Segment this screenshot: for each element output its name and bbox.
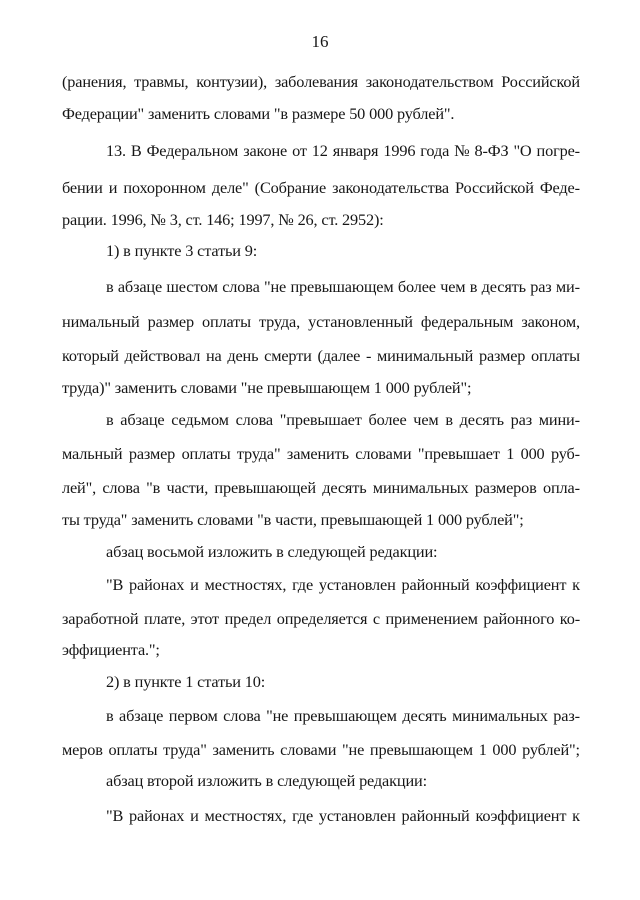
word: "превышает	[417, 444, 500, 463]
word: раз-	[553, 706, 580, 725]
word: В	[130, 141, 142, 160]
word: слова	[102, 478, 140, 497]
word: труда,	[258, 312, 301, 331]
word: районного	[483, 609, 555, 628]
text-line: ты труда" заменить словами "в части, превышающей 1 000 рублей";	[62, 510, 524, 529]
word: словами	[355, 444, 412, 463]
word: установлен	[318, 806, 396, 825]
word: размеров	[474, 478, 537, 497]
word: более	[397, 277, 436, 296]
word: который	[62, 346, 119, 365]
word: предел	[224, 609, 272, 628]
word: шестом	[166, 277, 218, 296]
word: смерти	[264, 346, 312, 365]
word: 000	[520, 444, 545, 463]
word: десять	[459, 410, 504, 429]
word: (ранения,	[62, 72, 127, 91]
word: заболевания	[274, 72, 358, 91]
word: в	[106, 706, 114, 725]
word: где	[292, 575, 314, 594]
word: -	[365, 346, 372, 365]
text-line: Федерации" заменить словами "в размере 50 000 рублей".	[62, 104, 455, 123]
word: определяется	[276, 609, 368, 628]
word: размер	[128, 444, 176, 463]
word: коэффициент	[475, 575, 567, 594]
word: от	[292, 141, 307, 160]
word: заменить	[212, 740, 275, 759]
word: федеральным	[420, 312, 514, 331]
word: размер	[478, 346, 526, 365]
word: минимальный	[376, 346, 474, 365]
text-line: эффициента.";	[62, 640, 160, 659]
word: установленный	[308, 312, 413, 331]
word: законодательством	[365, 72, 494, 91]
word: абзаце	[120, 410, 165, 429]
word: раз	[530, 277, 552, 296]
word: превышающей	[214, 478, 316, 497]
text-line	[106, 277, 580, 297]
word: местностях,	[204, 806, 287, 825]
text-line	[62, 478, 580, 498]
word: десять	[322, 478, 367, 497]
word: труда"	[236, 444, 281, 463]
word: "не	[264, 277, 287, 296]
word: чем	[440, 277, 466, 296]
word: января	[332, 141, 379, 160]
word: 1996	[383, 141, 416, 160]
word: "В	[106, 575, 124, 594]
word: десять	[481, 277, 526, 296]
word: день	[227, 346, 259, 365]
word: 12	[311, 141, 328, 160]
word: местностях,	[204, 575, 287, 594]
word: и	[190, 575, 199, 594]
word: законом,	[521, 312, 580, 331]
word: размер	[147, 312, 194, 331]
word: Феде-	[539, 178, 580, 197]
text-line: труда)" заменить словами "не превышающем 1 000 рублей";	[62, 378, 472, 397]
word: действовал	[124, 346, 201, 365]
text-line: абзац восьмой изложить в следующей редакции:	[106, 542, 438, 561]
page-number: 16	[311, 32, 329, 51]
word: районах	[129, 806, 185, 825]
word: 8-ФЗ	[474, 141, 509, 160]
word: Российской	[501, 72, 580, 91]
word: коэффициент	[475, 806, 567, 825]
word: седьмом	[171, 410, 229, 429]
word: слова	[235, 410, 274, 429]
word: первом	[168, 706, 218, 725]
word: части,	[166, 478, 209, 497]
word: в	[106, 277, 114, 296]
word: лей",	[62, 478, 97, 497]
word: оплаты	[531, 346, 580, 365]
word: оплаты	[108, 740, 158, 759]
word: "В	[106, 806, 124, 825]
word: Федеральном	[146, 141, 239, 160]
word: в	[445, 410, 453, 429]
word: рублей";	[522, 740, 580, 759]
word: районный	[401, 806, 470, 825]
word: абзаце	[119, 706, 164, 725]
word: травмы,	[134, 72, 189, 91]
word: "не	[266, 706, 289, 725]
word: мини-	[538, 410, 580, 429]
word: минимальных	[452, 706, 548, 725]
word: похоронном	[123, 178, 206, 197]
word: районный	[401, 575, 470, 594]
word: плате,	[143, 609, 186, 628]
word: превышающем	[290, 277, 394, 296]
text-line: рации. 1996, № 3, ст. 146; 1997, № 26, ст. 2952):	[62, 210, 384, 229]
text-line: 1) в пункте 3 статьи 9:	[106, 241, 258, 260]
word: превышающем	[369, 740, 473, 759]
text-line	[62, 609, 580, 629]
word: года	[420, 141, 450, 160]
word: десять	[402, 706, 447, 725]
word: "в	[146, 478, 161, 497]
word: раз	[510, 410, 532, 429]
word: 1	[506, 444, 515, 463]
word: с	[372, 609, 380, 628]
word: слова	[223, 706, 261, 725]
word: районах	[129, 575, 185, 594]
word: №	[454, 141, 470, 160]
word: погре-	[536, 141, 580, 160]
word: на	[205, 346, 222, 365]
word: меров	[62, 740, 103, 759]
word: к	[572, 575, 580, 594]
text-line	[62, 178, 580, 198]
word: контузии),	[196, 72, 268, 91]
text-line	[106, 141, 580, 161]
word: 1	[478, 740, 487, 759]
word: (Собрание	[254, 178, 327, 197]
word: опла-	[543, 478, 580, 497]
word: абзаце	[117, 277, 163, 296]
word: "не	[342, 740, 365, 759]
text-line: 2) в пункте 1 статьи 10:	[106, 672, 266, 691]
text-line	[62, 346, 580, 366]
word: ко-	[559, 609, 580, 628]
text-line: абзац второй изложить в следующей редакции:	[106, 771, 427, 790]
word: превышающем	[293, 706, 397, 725]
word: бении	[62, 178, 103, 197]
word: заработной	[62, 609, 139, 628]
word: более	[368, 410, 407, 429]
word: "превышает	[279, 410, 362, 429]
word: (далее	[317, 346, 361, 365]
text-line	[62, 312, 580, 332]
word: к	[572, 806, 580, 825]
word: установлен	[318, 575, 396, 594]
word: законодательства	[332, 178, 449, 197]
word: мальный	[62, 444, 123, 463]
word: Российской	[455, 178, 534, 197]
word: чем	[413, 410, 439, 429]
word: "О	[513, 141, 532, 160]
text-line	[106, 410, 580, 430]
word: 13.	[106, 141, 126, 160]
text-line	[106, 575, 580, 595]
word: применением	[385, 609, 478, 628]
word: минимальных	[372, 478, 469, 497]
text-line	[62, 72, 580, 92]
word: в	[469, 277, 478, 296]
word: словами	[280, 740, 337, 759]
word: труда"	[163, 740, 207, 759]
word: 000	[492, 740, 517, 759]
word: и	[190, 806, 199, 825]
word: нимальный	[62, 312, 140, 331]
word: руб-	[550, 444, 580, 463]
text-line	[106, 706, 580, 726]
word: оплаты	[181, 444, 231, 463]
word: в	[106, 410, 114, 429]
word: заменить	[286, 444, 349, 463]
word: деле"	[211, 178, 249, 197]
word: слова	[222, 277, 260, 296]
text-line	[106, 806, 580, 826]
word: оплаты	[202, 312, 251, 331]
word: законе	[243, 141, 288, 160]
word: этот	[190, 609, 220, 628]
text-line	[62, 740, 580, 760]
text-line	[62, 444, 580, 464]
word: ми-	[555, 277, 580, 296]
word: где	[292, 806, 314, 825]
word: и	[108, 178, 118, 197]
